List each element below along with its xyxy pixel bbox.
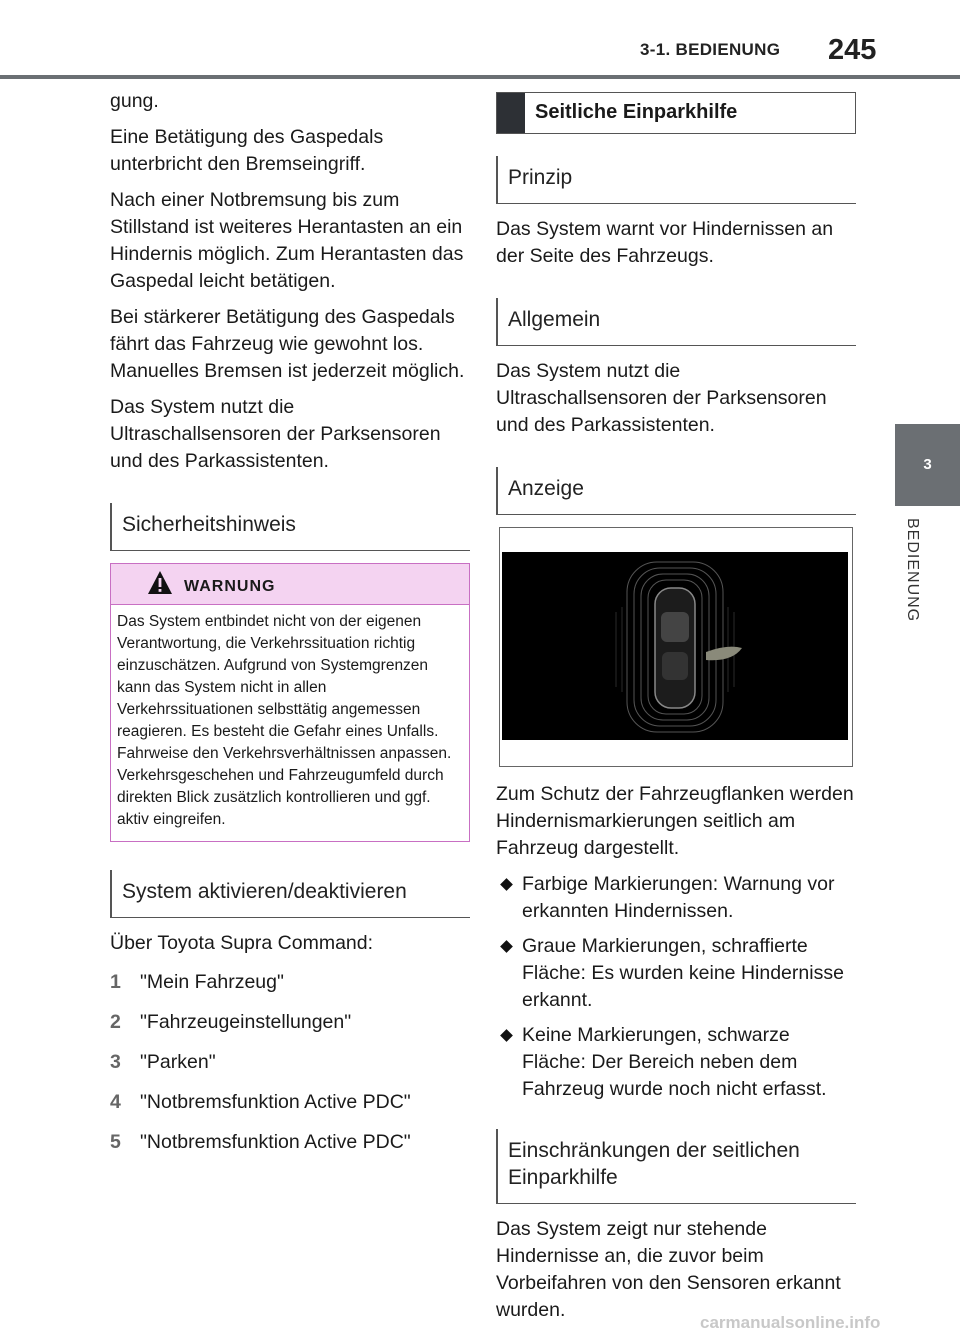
- paragraph: Eine Betätigung des Gaspedals unterbricht den Bremseingriff.: [110, 126, 384, 175]
- step-number: 3: [110, 1051, 121, 1073]
- warning-text: Das System entbindet nicht von der eigenen Verantwortung, die Verkehrssituation richtig einzuschätzen. Aufgrund von Systemgrenzen kann das System nicht in allen Verkehrssituationen selbsttätig angemessen reagieren. Es besteht die Gefahr eines Unfalls. Fahrweise den Verkehrsverhältnissen anpassen. Verkehrsgeschehen und Fahrzeugumfeld durch direkten Blick zusätzlich kontrollieren und ggf. aktiv eingreifen.: [117, 613, 452, 828]
- principle-heading: Prinzip: [496, 156, 856, 204]
- general-heading: Allgemein: [496, 298, 856, 346]
- diamond-bullet-icon: [496, 1022, 522, 1103]
- page-number: 245: [828, 34, 877, 66]
- diamond-bullet-icon: [496, 871, 522, 925]
- chapter-tab: 3: [895, 424, 960, 506]
- parking-display-image: [502, 552, 848, 740]
- warning-title: WARNUNG: [184, 578, 276, 595]
- heading-bar: [497, 93, 525, 133]
- watermark: carmanualsonline.info: [700, 1313, 881, 1332]
- step-number: 5: [110, 1131, 121, 1153]
- list-item: [496, 1022, 856, 1103]
- step-number: 2: [110, 1011, 121, 1033]
- header-rule: [0, 75, 960, 79]
- general-text: Das System nutzt die Ultraschallsensoren der Parksensoren und des Parkassistenten.: [496, 360, 827, 436]
- paragraph: Nach einer Notbremsung bis zum Stillstand ist weiteres Herantasten an ein Hindernis möglich. Zum Herantasten das Gaspedal leicht betätigen.: [110, 189, 464, 292]
- paragraph: Bei stärkerer Betätigung des Gaspedals fährt das Fahrzeug wie gewohnt los. Manuelles Bremsen ist jederzeit möglich.: [110, 306, 465, 382]
- activate-heading: System aktivieren/deaktivieren: [110, 870, 470, 918]
- warning-header: [111, 564, 469, 605]
- list-item-text: Keine Markierungen, schwarze Fläche: Der Bereich neben dem Fahrzeug wurde noch nicht erfasst.: [522, 1024, 827, 1100]
- limits-text: Das System zeigt nur stehende Hindernisse an, die zuvor beim Vorbeifahren von den Sensoren erkannt wurden.: [496, 1218, 841, 1321]
- list-item-text: Graue Markierungen, schraffierte Fläche: Es wurden keine Hindernisse erkannt.: [522, 935, 844, 1011]
- intro-text: Über Toyota Supra Command:: [110, 932, 374, 954]
- display-heading: Anzeige: [496, 467, 856, 515]
- step-item: [110, 1009, 470, 1036]
- step-text: "Parken": [140, 1051, 216, 1073]
- section-title: 3-1. BEDIENUNG: [640, 40, 781, 59]
- list-item-text: Farbige Markierungen: Warnung vor erkannten Hindernissen.: [522, 873, 835, 922]
- list-item: [496, 871, 856, 925]
- left-column: [110, 88, 470, 1169]
- warning-icon: [147, 570, 173, 596]
- box-heading-text: Seitliche Einparkhilfe: [535, 101, 738, 123]
- step-item: [110, 969, 470, 996]
- principle-text: Das System warnt vor Hindernissen an der Seite des Fahrzeugs.: [496, 218, 834, 267]
- step-number: 1: [110, 971, 121, 993]
- step-item: [110, 1089, 470, 1116]
- right-column: [496, 92, 856, 1333]
- paragraph: gung.: [110, 90, 159, 112]
- box-heading: [496, 92, 856, 134]
- parking-display-figure: [499, 527, 853, 767]
- safety-heading: Sicherheitshinweis: [110, 503, 470, 551]
- step-item: [110, 1049, 470, 1076]
- limits-heading: Einschränkungen der seitlichen Einparkhilfe: [496, 1129, 856, 1204]
- step-number: 4: [110, 1091, 121, 1113]
- display-text: Zum Schutz der Fahrzeugflanken werden Hindernismarkierungen seitlich am Fahrzeug dargestellt.: [496, 783, 854, 859]
- diamond-bullet-icon: [496, 933, 522, 1014]
- step-text: "Notbremsfunktion Active PDC": [140, 1131, 411, 1153]
- paragraph: Das System nutzt die Ultraschallsensoren der Parksensoren und des Parkassistenten.: [110, 396, 441, 472]
- chapter-label: BEDIENUNG: [904, 518, 921, 623]
- step-text: "Mein Fahrzeug": [140, 971, 284, 993]
- step-text: "Notbremsfunktion Active PDC": [140, 1091, 411, 1113]
- step-item: [110, 1129, 470, 1156]
- warning-box: [110, 563, 470, 842]
- step-text: "Fahrzeugeinstellungen": [140, 1011, 352, 1033]
- list-item: [496, 933, 856, 1014]
